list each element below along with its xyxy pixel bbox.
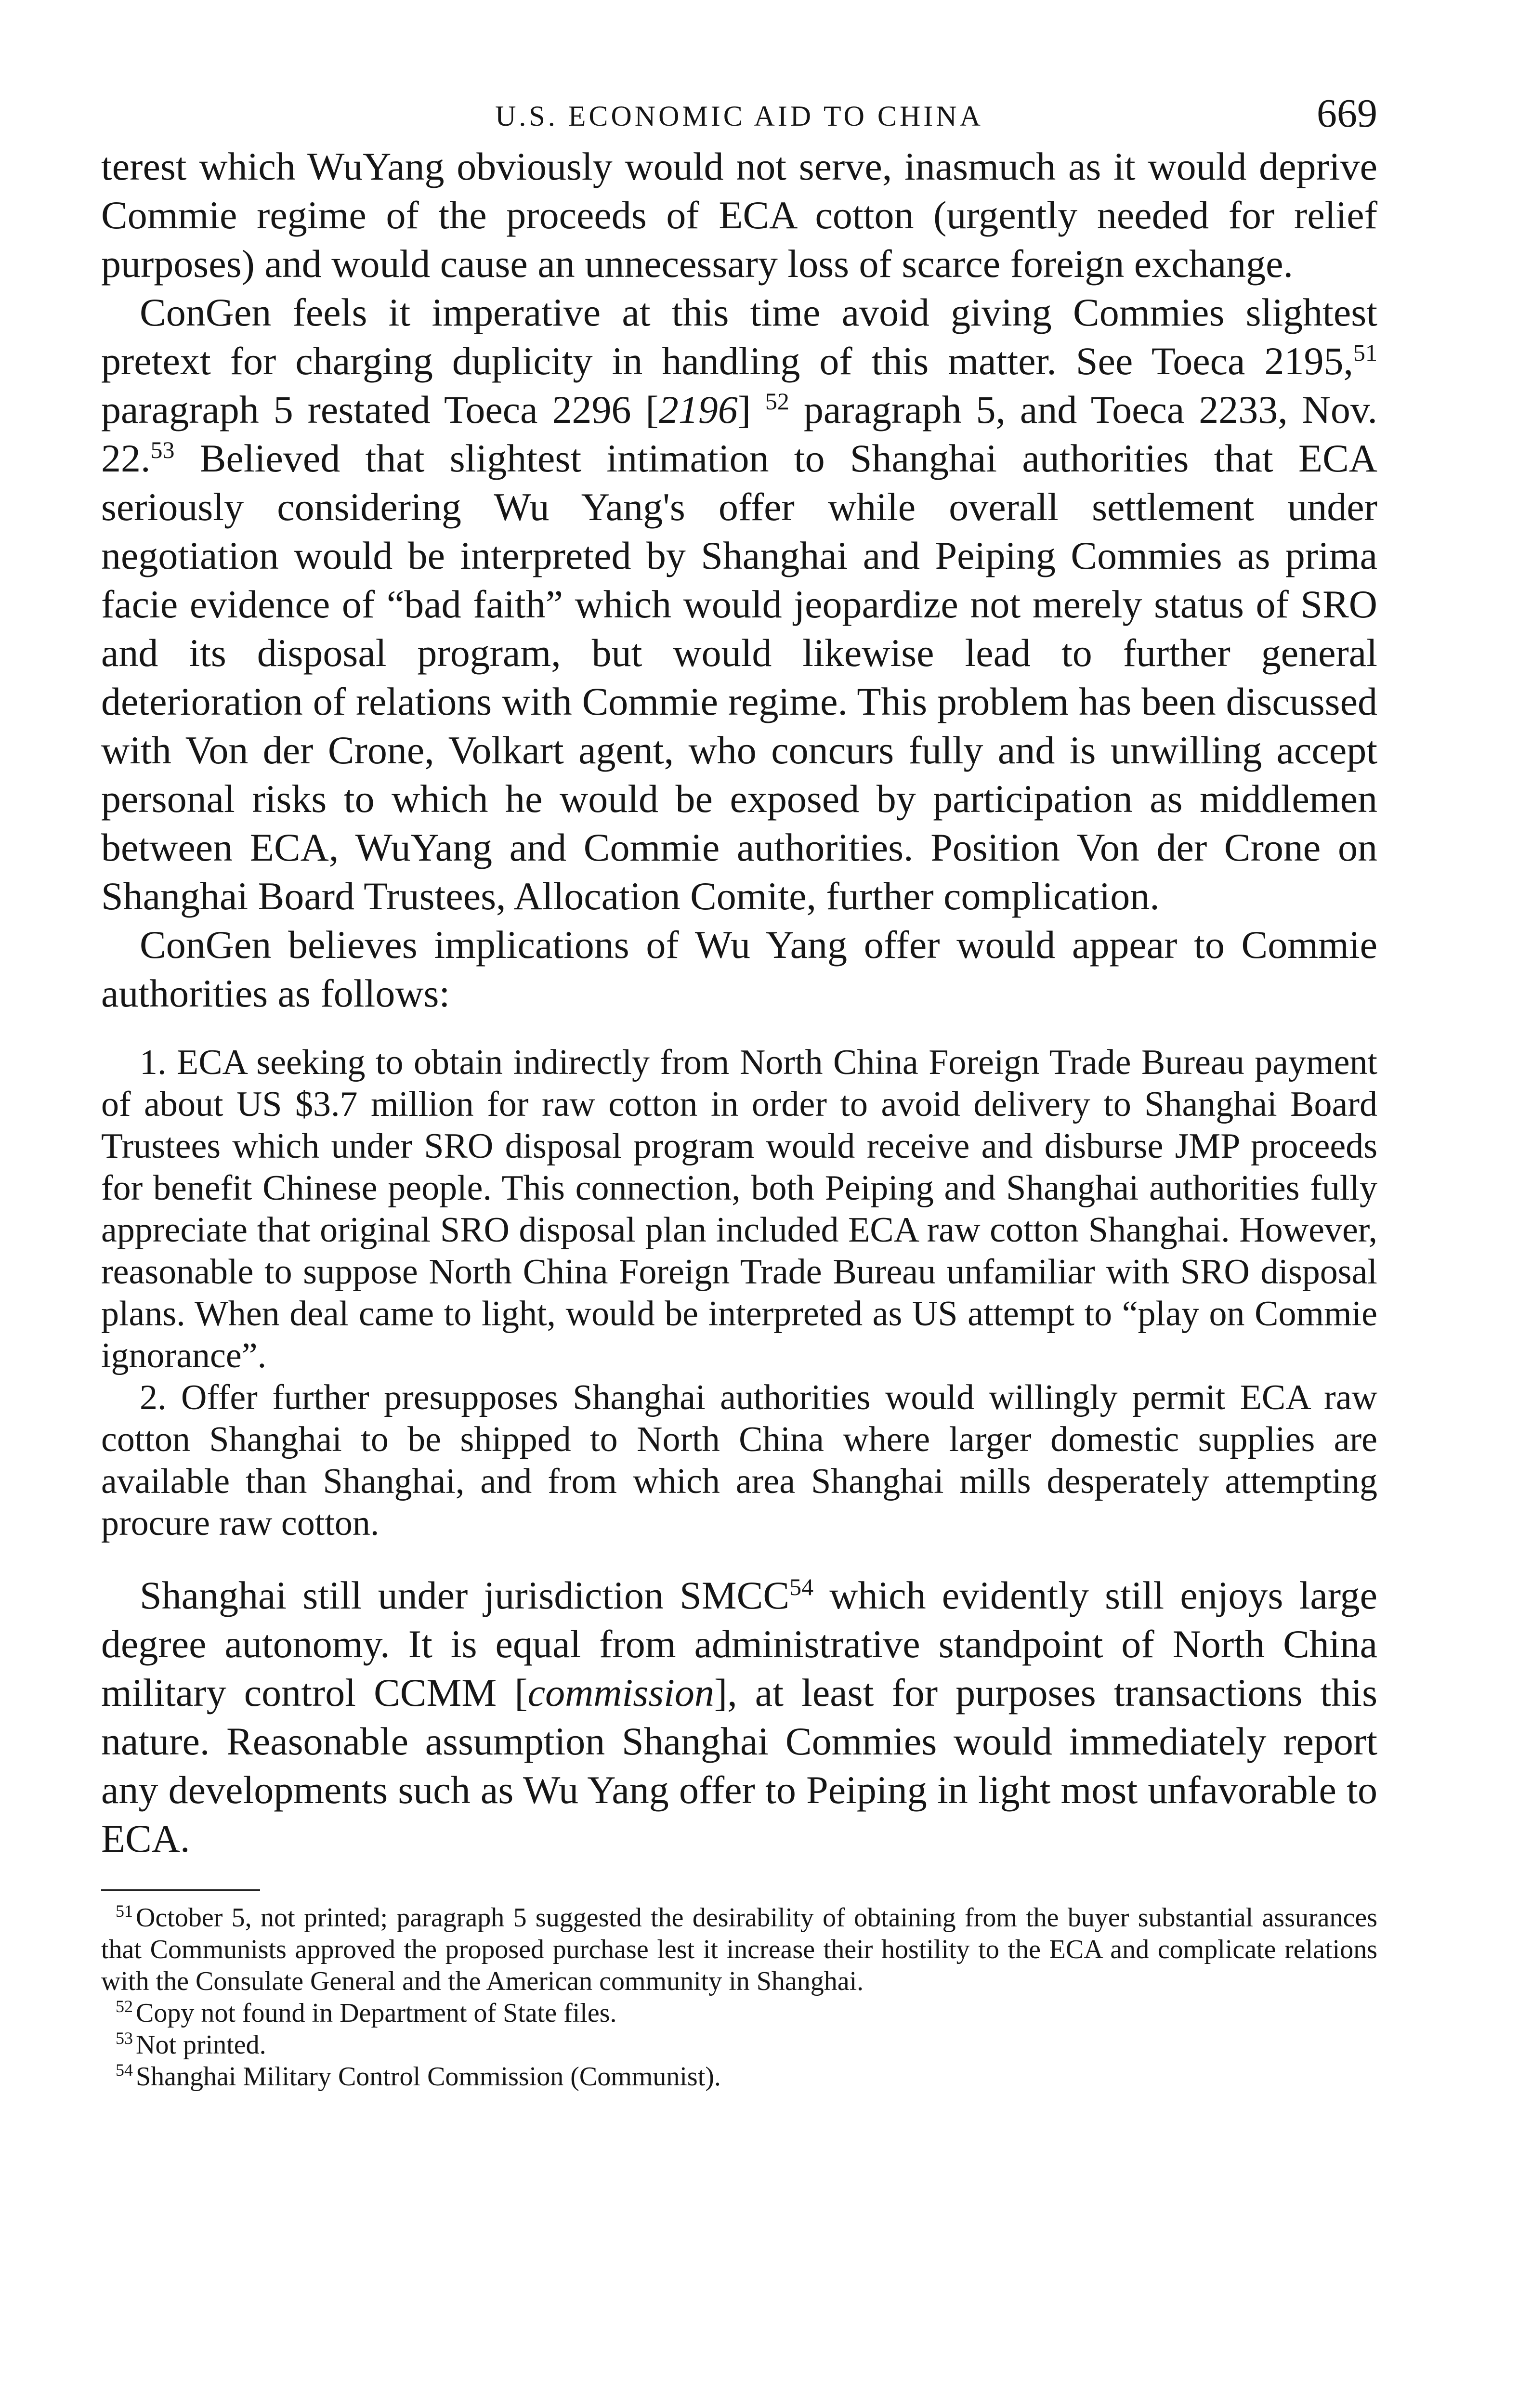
closing-text xyxy=(101,1571,1377,1863)
footnote xyxy=(101,1997,1377,2029)
footnote xyxy=(101,2029,1377,2061)
paragraph-text: Shanghai still under jurisdiction SMCC xyxy=(140,1573,790,1617)
page-number: 669 xyxy=(1317,91,1377,136)
footnote xyxy=(101,1902,1377,1997)
paragraph-text: Believed that slightest intimation to Shanghai authorities that ECA seriously considering Wu Yang's offer while overall settlement under negotiation would be interpreted by Shanghai and Peiping Commies as prima facie evidence of “bad faith” which would jeopardize not merely status of SRO and its disposal program, but would likewise lead to further general deterioration of relations with Commie regime. This problem has been discussed with Von der Crone, Volkart agent, who concurs fully and is unwilling accept personal risks to which he would be exposed by participation as middlemen between ECA, WuYang and Commie authorities. Position Von der Crone on Shanghai Board Trustees, Allocation Comite, further complication. xyxy=(101,436,1377,918)
running-title: U.S. ECONOMIC AID TO CHINA xyxy=(495,100,983,132)
paragraph xyxy=(101,288,1377,920)
editorial-correction: 2196 xyxy=(658,388,738,432)
paragraph-text: paragraph 5, and Toeca 2233, Nov. 22. xyxy=(101,388,1377,480)
paragraph: ConGen believes implications of Wu Yang offer would appear to Commie authorities as follows: xyxy=(101,923,1377,1015)
footnote-mark: 52 xyxy=(116,1997,133,2016)
paragraph-text: ] xyxy=(737,388,765,432)
footnote-reference: 53 xyxy=(150,436,175,463)
footnote-reference: 52 xyxy=(765,388,789,415)
paragraph xyxy=(101,1571,1377,1863)
paragraph-text: which evidently still enjoys large degree autonomy. It is equal from administrative standpoint of North China military control CCMM [ xyxy=(101,1573,1377,1714)
paragraph-text: ConGen feels it imperative at this time avoid giving Commies slightest pretext for charging duplicity in handling of this matter. See Toeca 2195, xyxy=(101,290,1377,383)
footnote-mark: 53 xyxy=(116,2028,133,2048)
document-page xyxy=(101,84,1377,2093)
footnote-mark: 54 xyxy=(116,2060,133,2080)
paragraph-text: ], at least for purposes transactions this nature. Reasonable assumption Shanghai Commies would immediately report any developments such as Wu Yang offer to Peiping in light most unfavorable to ECA. xyxy=(101,1671,1377,1860)
list-item: 1. ECA seeking to obtain indirectly from North China Foreign Trade Bureau payment of about US $3.7 million for raw cotton in order to avoid delivery to Shanghai Board Trustees which under SRO disposal program would receive and disburse JMP proceeds for benefit Chinese people. This connection, both Peiping and Shanghai authorities fully appreciate that original SRO disposal plan included ECA raw cotton Shanghai. However, reasonable to suppose North China Foreign Trade Bureau unfamiliar with SRO disposal plans. When deal came to light, would be interpreted as US attempt to “play on Commie ignorance”. xyxy=(101,1043,1377,1375)
paragraph-text: paragraph 5 restated Toeca 2296 [ xyxy=(101,388,659,432)
footnote-text: Not printed. xyxy=(136,2030,266,2060)
editorial-insertion: commission xyxy=(527,1671,714,1714)
footnotes xyxy=(101,1902,1377,2093)
implications-list xyxy=(101,1042,1377,1544)
footnote-text: Shanghai Military Control Commission (Communist). xyxy=(136,2062,721,2092)
footnote-divider xyxy=(101,1889,260,1891)
body-text xyxy=(101,142,1377,1018)
footnote-mark: 51 xyxy=(116,1901,133,1921)
footnote-text: October 5, not printed; paragraph 5 suggested the desirability of obtaining from the buyer substantial assurances that Communists approved the proposed purchase lest it increase their hostility to the ECA and complicate relations with the Consulate General and the American community in Shanghai. xyxy=(101,1903,1377,1996)
footnote-text: Copy not found in Department of State files. xyxy=(136,1998,617,2028)
running-header xyxy=(101,84,1377,142)
list-item: 2. Offer further presupposes Shanghai authorities would willingly permit ECA raw cotton Shanghai to be shipped to North China where larger domestic supplies are available than Shanghai, and from which area Shanghai mills desperately attempting procure raw cotton. xyxy=(101,1378,1377,1543)
footnote-reference: 51 xyxy=(1353,339,1377,366)
paragraph: terest which WuYang obviously would not serve, inasmuch as it would deprive Commie regime of the proceeds of ECA cotton (urgently needed for relief purposes) and would cause an unnecessary loss of scarce foreign exchange. xyxy=(101,144,1377,286)
footnote-reference: 54 xyxy=(789,1573,814,1600)
footnote xyxy=(101,2061,1377,2093)
